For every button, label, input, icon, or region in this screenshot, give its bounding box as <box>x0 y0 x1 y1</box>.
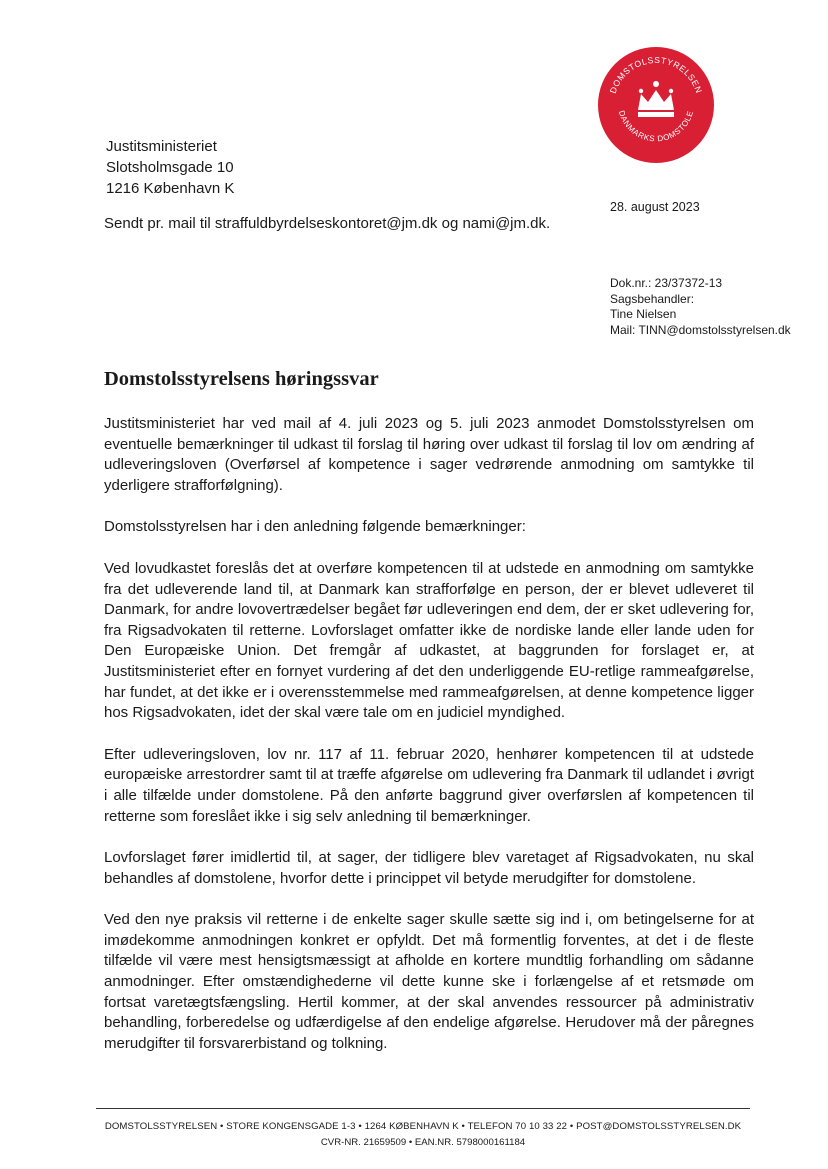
sent-note: Sendt pr. mail til straffuldbyrdelseskontoret@jm.dk og nami@jm.dk. <box>104 215 551 232</box>
svg-text:DOMSTOLSSTYRELSEN: DOMSTOLSSTYRELSEN <box>607 54 705 95</box>
footer-address: DOMSTOLSSTYRELSEN • STORE KONGENSGADE 1-3 • 1264 KØBENHAVN K • TELEFON 70 10 33 22 • POST@DOMSTOLSSTYRELSEN.DK <box>104 1121 742 1132</box>
footer-registration: CVR-NR. 21659509 • EAN.NR. 5798000161184 <box>320 1137 526 1148</box>
document-title: Domstolsstyrelsens høringssvar <box>104 368 379 390</box>
paragraph: Ved den nye praksis vil retterne i de enkelte sager skulle sætte sig ind i, om betingelserne for at imødekomme anmodningen konkret er opfyldt. Det må formentlig forventes, at det i de fleste tilfælde vil være mest hensigtsmæssigt at afholde en kortere mundtlig forhandling om sådanne anmodninger. Efter omstændighederne vil dette kunne ske i forlængelse af et retsmøde om fortsat varetægtsfængsling. Hertil kommer, at der skal anvendes ressourcer på administrativ behandling, forberedelse og udfærdigelse af den endelige afgørelse. Herudover må der påregnes merudgifter til forsvarerbistand og tolkning. <box>104 911 754 1052</box>
paragraph: Lovforslaget fører imidlertid til, at sager, der tidligere blev varetaget af Rigsadvokaten, nu skal behandles af domstolene, hvorfor dette i princippet vil betyde merudgifter for domstolene. <box>104 849 754 887</box>
recipient-line1: Justitsministeriet <box>106 138 217 155</box>
paragraph: Domstolsstyrelsen har i den anledning følgende bemærkninger: <box>104 518 526 536</box>
document-meta <box>610 276 791 338</box>
footer-divider <box>96 1108 750 1109</box>
doc-number: Dok.nr.: 23/37372-13 <box>610 276 723 290</box>
paragraph: Ved lovudkastet foreslås det at overføre kompetencen til at udstede en anmodning om samtykke fra det udleverende land til, at Danmark kan strafforfølge en person, der er blevet udleveret til Danmark, for andre lovovertrædelser begået før udleveringen end dem, der er sket udlevering for, fra Rigsadvokaten til retterne. Lovforslaget omfatter ikke de nordiske lande eller lande uden for Den Europæiske Union. Det fremgår af udkastet, at baggrunden for forslaget er, at Justitsministeriet efter en fornyet vurdering af det den underliggende EU-retlige rammeafgørelse, har fundet, at det ikke er i overensstemmelse med rammeafgørelsen, at denne kompetence ligger hos Rigsadvokaten, idet der skal være tale om en judiciel myndighed. <box>104 559 754 722</box>
svg-text:DANMARKS DOMSTOLE: DANMARKS DOMSTOLE <box>616 109 696 144</box>
domstolsstyrelsen-seal-logo <box>597 46 715 164</box>
letter-date: 28. august 2023 <box>610 200 700 214</box>
recipient-line2: Slotsholmsgade 10 <box>106 159 234 176</box>
document-body <box>104 414 754 1075</box>
paragraph: Justitsministeriet har ved mail af 4. juli 2023 og 5. juli 2023 anmodet Domstolsstyrelsen om eventuelle bemærkninger til udkast til forslag til høring over udkast til forslag til lov om ændring af udleveringsloven (Overførsel af kompetence i sager vedrørende anmodning om samtykke til yderligere strafforfølgning). <box>104 415 754 494</box>
handler-mail: Mail: TINN@domstolsstyrelsen.dk <box>610 322 791 337</box>
paragraph: Efter udleveringsloven, lov nr. 117 af 11. februar 2020, henhører kompetencen til at udstede europæiske arrestordrer samt til at træffe afgørelse om udlevering fra Danmark til udlandet i øvrigt i alle tilfælde under domstolene. På den anførte baggrund giver overførslen af kompetencen til retterne som foreslået ikke i sig selv anledning til bemærkninger. <box>104 745 754 825</box>
recipient-line3: 1216 København K <box>106 180 235 197</box>
recipient-address <box>106 136 234 199</box>
handler-label: Sagsbehandler: <box>610 291 695 306</box>
handler-name: Tine Nielsen <box>610 307 677 321</box>
